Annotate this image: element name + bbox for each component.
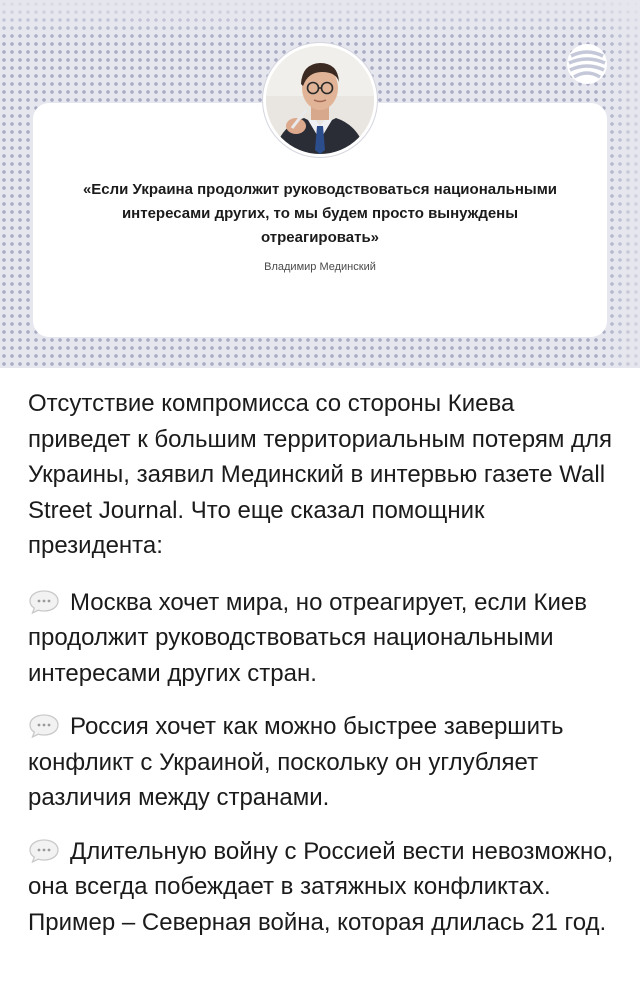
article-lead-paragraph: Отсутствие компромисса со стороны Киева приведет к большим территориальным потерям для Украины, заявил Мединский в интервью газете Wall Street Journal. Что еще сказал помощник президента: — [28, 390, 612, 559]
hero-fade-top — [0, 0, 640, 40]
quote-text: «Если Украина продолжит руководствоваться национальными интересами других, то мы будем просто вынуждены отреагировать» — [82, 181, 558, 246]
speech-bubble-icon — [28, 589, 60, 614]
portrait-illustration — [266, 46, 374, 154]
bullet-text: Россия хочет как можно быстрее завершить конфликт с Украиной, поскольку он углубляет различия между странами. — [28, 713, 564, 811]
article-body — [28, 386, 618, 940]
article-hero-image — [0, 0, 640, 368]
speech-bubble-icon — [28, 713, 60, 738]
bullet-item — [28, 585, 618, 692]
bullet-text: Длительную войну с Россией вести невозможно, она всегда побеждает в затяжных конфликтах. Пример – Северная война, которая длилась 21 год. — [28, 837, 614, 936]
bullet-item — [28, 709, 618, 816]
ria-globe-logo-icon — [565, 42, 609, 86]
speech-bubble-icon — [28, 838, 60, 863]
speaker-portrait-icon — [263, 43, 377, 157]
bullet-text: Москва хочет мира, но отреагирует, если Киев продолжит руководствоваться национальными интересами других стран. — [28, 588, 588, 687]
quote-author: Владимир Мединский — [264, 261, 376, 273]
bullet-item — [28, 834, 618, 941]
